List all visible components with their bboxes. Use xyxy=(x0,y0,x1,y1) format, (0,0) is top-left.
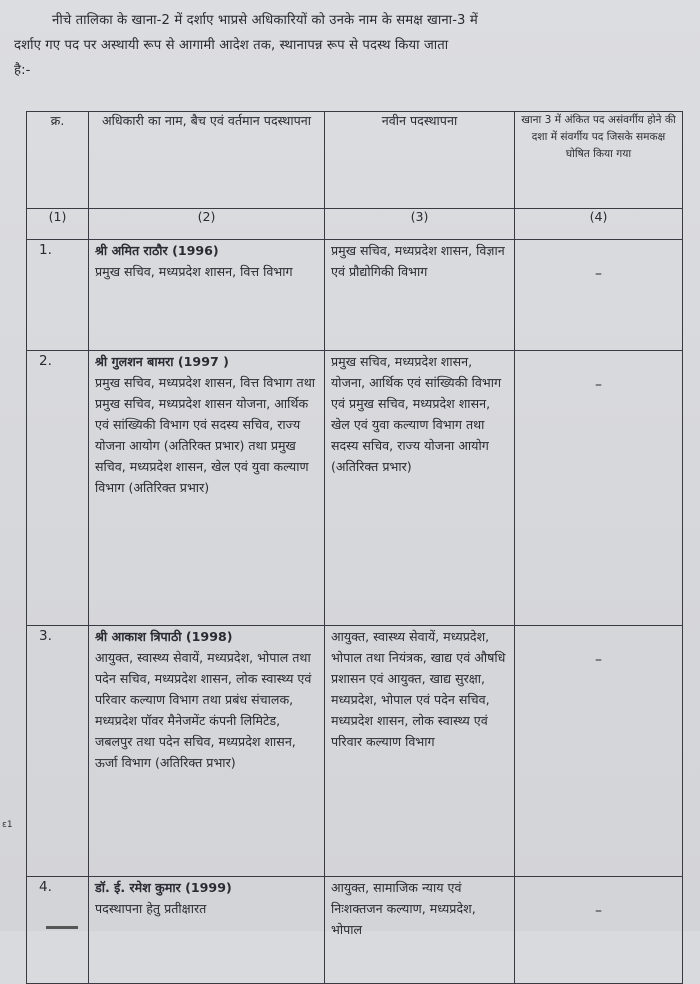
officer-name: श्री अमित राठौर (1996) xyxy=(95,243,219,258)
margin-mark: ε1 xyxy=(2,820,13,830)
column-number-row xyxy=(27,209,683,240)
column-number: (2) xyxy=(89,209,325,240)
row-serial: 3. xyxy=(27,626,89,877)
row-serial: 1. xyxy=(27,240,89,351)
equivalent-post: – xyxy=(515,626,683,877)
officer-cell xyxy=(89,626,325,877)
new-posting: प्रमुख सचिव, मध्यप्रदेश शासन, योजना, आर्थिक एवं सांख्यिकी विभाग एवं प्रमुख सचिव, मध्यप्रदेश शासन, खेल एवं युवा कल्याण विभाग तथा सदस्य सचिव, राज्य योजना आयोग (अतिरिक्त प्रभार) xyxy=(325,351,515,626)
table-row xyxy=(27,626,683,877)
officer-name: श्री गुलशन बामरा (1997 ) xyxy=(95,354,229,369)
current-posting: प्रमुख सचिव, मध्यप्रदेश शासन, वित्त विभाग तथा प्रमुख सचिव, मध्यप्रदेश शासन योजना, आर्थिक एवं सांख्यिकी विभाग एवं सदस्य सचिव, राज्य योजना आयोग (अतिरिक्त प्रभार) तथा प्रमुख सचिव, मध्यप्रदेश शासन, खेल एवं युवा कल्याण विभाग (अतिरिक्त प्रभार) xyxy=(95,375,316,495)
equivalent-post: – xyxy=(515,877,683,984)
row-serial: 4. xyxy=(27,877,89,984)
column-number: (3) xyxy=(325,209,515,240)
officer-cell xyxy=(89,240,325,351)
table-row xyxy=(27,240,683,351)
new-posting: प्रमुख सचिव, मध्यप्रदेश शासन, विज्ञान एवं प्रौद्योगिकी विभाग xyxy=(325,240,515,351)
row-serial: 2. xyxy=(27,351,89,626)
intro-line-3: है:- xyxy=(14,63,31,78)
column-number: (4) xyxy=(515,209,683,240)
bottom-edge-mark xyxy=(46,926,78,929)
table-header-row xyxy=(27,112,683,209)
officer-name: श्री आकाश त्रिपाठी (1998) xyxy=(95,629,233,644)
current-posting: पदस्थापना हेतु प्रतीक्षारत xyxy=(95,901,207,916)
header-new-posting: नवीन पदस्थापना xyxy=(325,112,515,209)
current-posting: प्रमुख सचिव, मध्यप्रदेश शासन, वित्त विभाग xyxy=(95,264,293,279)
equivalent-post: – xyxy=(515,240,683,351)
header-equivalent-post: खाना 3 में अंकित पद असंवर्गीय होने की दशा में संवर्गीय पद जिसके समकक्ष घोषित किया गया xyxy=(515,112,683,209)
column-number: (1) xyxy=(27,209,89,240)
table-row xyxy=(27,877,683,984)
new-posting: आयुक्त, स्वास्थ्य सेवायें, मध्यप्रदेश, भोपाल तथा नियंत्रक, खाद्य एवं औषधि प्रशासन एवं आयुक्त, खाद्य सुरक्षा, मध्यप्रदेश, भोपाल एवं पदेन सचिव, मध्यप्रदेश शासन, लोक स्वास्थ्य एवं परिवार कल्याण विभाग xyxy=(325,626,515,877)
officer-name: डॉ. ई. रमेश कुमार (1999) xyxy=(95,880,232,895)
header-serial: क्र. xyxy=(27,112,89,209)
officer-cell xyxy=(89,877,325,984)
current-posting: आयुक्त, स्वास्थ्य सेवायें, मध्यप्रदेश, भोपाल तथा पदेन सचिव, मध्यप्रदेश शासन, लोक स्वास्थ्य एवं परिवार कल्याण विभाग तथा प्रबंध संचालक, मध्यप्रदेश पॉवर मैनेजमेंट कंपनी लिमिटेड, जबलपुर तथा पदेन सचिव, मध्यप्रदेश शासन, ऊर्जा विभाग (अतिरिक्त प्रभार) xyxy=(95,650,312,770)
intro-line-2: दर्शाए गए पद पर अस्थायी रूप से आगामी आदेश तक, स्थानापन्न रूप से पदस्थ किया जाता xyxy=(14,38,449,53)
officer-cell xyxy=(89,351,325,626)
posting-table xyxy=(26,111,683,984)
intro-paragraph xyxy=(14,8,690,83)
equivalent-post: – xyxy=(515,351,683,626)
table-row xyxy=(27,351,683,626)
new-posting: आयुक्त, सामाजिक न्याय एवं निःशक्तजन कल्याण, मध्यप्रदेश, भोपाल xyxy=(325,877,515,984)
intro-line-1: नीचे तालिका के खाना-2 में दर्शाए भाप्रसे अधिकारियों को उनके नाम के समक्ष खाना-3 में xyxy=(52,13,478,28)
header-officer: अधिकारी का नाम, बैच एवं वर्तमान पदस्थापना xyxy=(89,112,325,209)
